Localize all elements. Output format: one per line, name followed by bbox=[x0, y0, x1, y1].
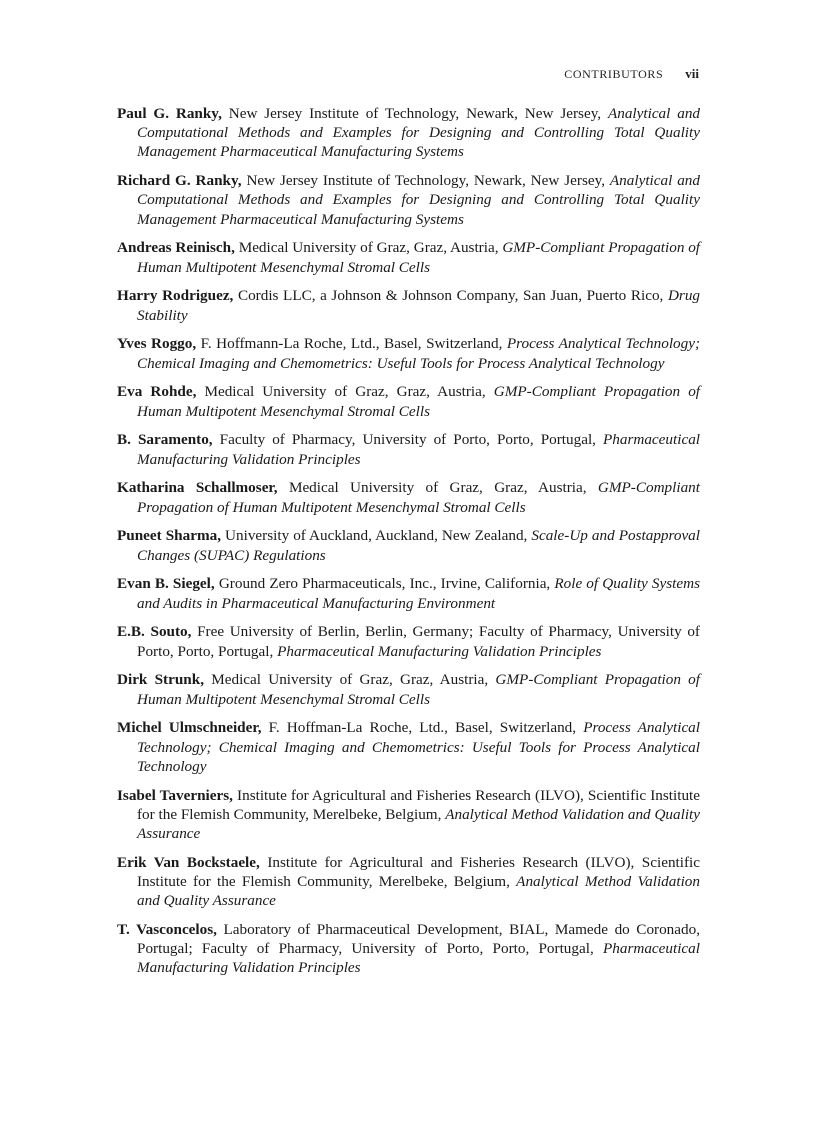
chapter-title: Drug Stability bbox=[137, 287, 701, 324]
contributor-affiliation: University of Auckland, Auckland, New Zealand, bbox=[225, 527, 528, 545]
contributor-name: Isabel Taverniers, bbox=[117, 786, 233, 804]
contributor-affiliation: Ground Zero Pharmaceuticals, Inc., Irvine, California, bbox=[218, 575, 551, 593]
chapter-title: Analytical and Computational Methods and Examples for Designing and Controlling Total Quality Management Pharmaceutical Manufacturing Systems bbox=[137, 105, 701, 161]
page-number: vii bbox=[685, 66, 699, 81]
contributor-entry bbox=[117, 853, 700, 911]
contributor-list bbox=[117, 104, 700, 987]
contributor-affiliation: Free University of Berlin, Berlin, Germany; Faculty of Pharmacy, University of Porto, Porto, Portugal, bbox=[137, 623, 700, 660]
contributor-affiliation: Faculty of Pharmacy, University of Porto, Porto, Portugal, bbox=[219, 431, 596, 449]
contributor-name: T. Vasconcelos, bbox=[117, 921, 217, 939]
contributor-name: Richard G. Ranky, bbox=[117, 172, 242, 190]
contributor-affiliation: Institute for Agricultural and Fisheries Research (ILVO), Scientific Institute for the Flemish Community, Merelbeke, Belgium, bbox=[137, 853, 701, 891]
chapter-title: GMP-Compliant Propagation of Human Multipotent Mesenchymal Stromal Cells bbox=[137, 479, 700, 516]
contributor-entry bbox=[117, 478, 700, 516]
chapter-title: Analytical Method Validation and Quality Assurance bbox=[137, 873, 700, 910]
chapter-title: GMP-Compliant Propagation of Human Multipotent Mesenchymal Stromal Cells bbox=[137, 239, 701, 276]
chapter-title: Process Analytical Technology; Chemical Imaging and Chemometrics: Useful Tools for Process Analytical Technology bbox=[137, 719, 700, 775]
contributor-entry bbox=[117, 670, 700, 708]
chapter-title: GMP-Compliant Propagation of Human Multipotent Mesenchymal Stromal Cells bbox=[137, 383, 701, 420]
contributor-entry bbox=[117, 574, 700, 612]
contributor-affiliation: Medical University of Graz, Graz, Austria, bbox=[288, 479, 587, 497]
contributor-name: Andreas Reinisch, bbox=[117, 239, 235, 257]
contributor-entry bbox=[117, 622, 700, 660]
running-head bbox=[564, 66, 699, 82]
chapter-title: Pharmaceutical Manufacturing Validation Principles bbox=[277, 642, 602, 660]
contributor-affiliation: Institute for Agricultural and Fisheries Research (ILVO), Scientific Institute for the Flemish Community, Merelbeke, Belgium, bbox=[137, 786, 701, 823]
contributor-affiliation: F. Hoffman-La Roche, Ltd., Basel, Switzerland, bbox=[268, 719, 577, 737]
contributor-affiliation: Medical University of Graz, Graz, Austria, bbox=[204, 383, 486, 401]
contributor-name: Dirk Strunk, bbox=[117, 671, 204, 689]
chapter-title: Pharmaceutical Manufacturing Validation Principles bbox=[137, 940, 700, 977]
contributor-entry bbox=[117, 718, 700, 776]
contributor-affiliation: F. Hoffmann-La Roche, Ltd., Basel, Switzerland, bbox=[200, 335, 503, 353]
contributor-name: Yves Roggo, bbox=[117, 335, 197, 353]
contributor-name: Harry Rodriguez, bbox=[117, 287, 234, 305]
contributor-entry bbox=[117, 171, 700, 229]
contributor-name: Eva Rohde, bbox=[117, 383, 197, 401]
chapter-title: GMP-Compliant Propagation of Human Multipotent Mesenchymal Stromal Cells bbox=[137, 671, 700, 708]
contributor-entry bbox=[117, 334, 700, 372]
contributor-name: Puneet Sharma, bbox=[117, 527, 222, 545]
chapter-title: Analytical Method Validation and Quality Assurance bbox=[137, 805, 700, 843]
contributor-affiliation: Laboratory of Pharmaceutical Development, BIAL, Mamede do Coronado, Portugal; Faculty of Pharmacy, University of Porto, Porto, Portugal, bbox=[137, 921, 701, 958]
chapter-title: Analytical and Computational Methods and Examples for Designing and Controlling Total Quality Management Pharmaceutical Manufacturing Systems bbox=[137, 172, 700, 228]
contributor-affiliation: Medical University of Graz, Graz, Austria, bbox=[238, 239, 499, 257]
chapter-title: Role of Quality Systems and Audits in Pharmaceutical Manufacturing Environment bbox=[137, 575, 701, 612]
contributor-affiliation: New Jersey Institute of Technology, Newark, New Jersey, bbox=[246, 172, 606, 190]
section-title: CONTRIBUTORS bbox=[564, 67, 664, 81]
contributor-name: Evan B. Siegel, bbox=[117, 575, 215, 593]
chapter-title: Process Analytical Technology; Chemical Imaging and Chemometrics: Useful Tools for Process Analytical Technology bbox=[137, 335, 701, 372]
contributor-entry bbox=[117, 786, 700, 844]
contributor-affiliation: Medical University of Graz, Graz, Austria, bbox=[211, 671, 489, 689]
contributor-name: E.B. Souto, bbox=[117, 623, 192, 641]
contributor-name: B. Saramento, bbox=[117, 431, 213, 449]
contributor-entry bbox=[117, 526, 700, 564]
contributor-entry bbox=[117, 430, 700, 468]
contributor-entry bbox=[117, 382, 700, 420]
contributor-entry bbox=[117, 104, 700, 162]
contributor-name: Katharina Schallmoser, bbox=[117, 479, 278, 497]
contributor-name: Michel Ulmschneider, bbox=[117, 719, 262, 737]
chapter-title: Scale-Up and Postapproval Changes (SUPAC) Regulations bbox=[137, 527, 700, 564]
contributor-entry bbox=[117, 238, 700, 276]
contributor-name: Erik Van Bockstaele, bbox=[117, 853, 260, 871]
contributor-affiliation: New Jersey Institute of Technology, Newark, New Jersey, bbox=[228, 105, 602, 122]
contributor-affiliation: Cordis LLC, a Johnson & Johnson Company, San Juan, Puerto Rico, bbox=[237, 287, 664, 305]
contributor-entry bbox=[117, 286, 700, 324]
contributor-name: Paul G. Ranky, bbox=[117, 105, 222, 122]
contributor-entry bbox=[117, 920, 700, 978]
chapter-title: Pharmaceutical Manufacturing Validation Principles bbox=[137, 431, 701, 468]
